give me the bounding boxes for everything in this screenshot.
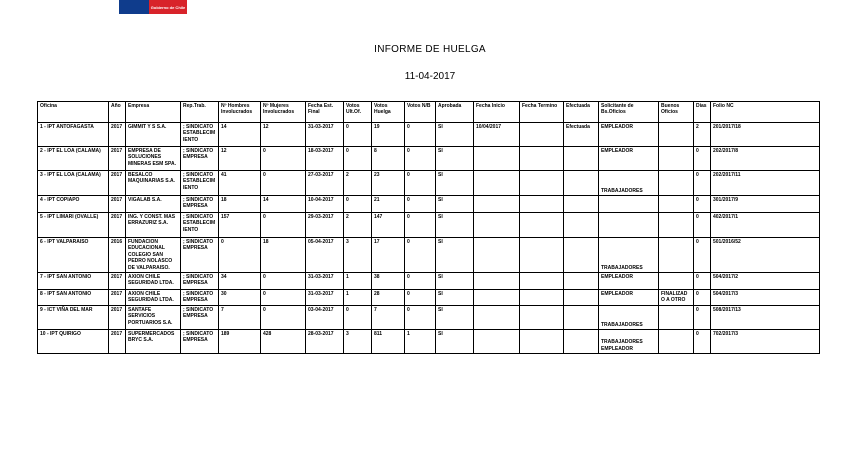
table-cell: 301/2017/9 — [711, 196, 820, 213]
table-cell: 0 — [261, 171, 306, 196]
table-cell: TRABAJADORES — [599, 171, 659, 196]
table-cell: 18 — [219, 196, 261, 213]
table-cell: VIGALAB S.A. — [126, 196, 181, 213]
table-cell: SI — [436, 213, 474, 238]
table-cell — [564, 238, 599, 273]
table-cell: SI — [436, 306, 474, 330]
table-cell: 0 — [694, 147, 711, 171]
table-cell: 0 — [405, 306, 436, 330]
table-cell: 402/2017/1 — [711, 213, 820, 238]
table-cell: 28 — [372, 290, 405, 306]
table-cell: 1 — [405, 330, 436, 354]
table-cell — [474, 171, 520, 196]
table-cell: 5 - IPT LIMARI (OVALLE) — [38, 213, 109, 238]
table-cell — [474, 238, 520, 273]
table-cell: 2017 — [109, 171, 126, 196]
table-cell — [564, 147, 599, 171]
table-cell: GIMMIT Y S S.A. — [126, 123, 181, 147]
column-header: Rep.Trab. — [181, 102, 219, 123]
table-cell: SUPERMERCADOS BRYC S.A. — [126, 330, 181, 354]
table-cell: 1 — [344, 290, 372, 306]
table-cell: 2 - IPT EL LOA (CALAMA) — [38, 147, 109, 171]
table-row — [38, 171, 820, 196]
column-header: Votos N/B — [405, 102, 436, 123]
table-cell: SI — [436, 171, 474, 196]
table-cell: 28-03-2017 — [306, 330, 344, 354]
table-cell — [564, 290, 599, 306]
table-cell — [659, 213, 694, 238]
table-cell: 3 — [344, 330, 372, 354]
table-body — [38, 123, 820, 354]
table-cell: SI — [436, 147, 474, 171]
table-cell: EMPLEADOR — [599, 290, 659, 306]
table-cell: 10/04/2017 — [474, 123, 520, 147]
table-header-row — [38, 102, 820, 123]
table-cell — [659, 171, 694, 196]
table-cell — [564, 330, 599, 354]
table-cell: 14 — [219, 123, 261, 147]
table-cell: SANTAFE SERVICIOS PORTUARIOS S.A. — [126, 306, 181, 330]
table-cell: 0 — [405, 123, 436, 147]
table-cell — [659, 123, 694, 147]
table-cell: 0 — [261, 273, 306, 290]
table-cell: 18-03-2017 — [306, 147, 344, 171]
table-cell — [564, 273, 599, 290]
report-title: INFORME DE HUELGA — [374, 44, 486, 55]
table-cell: 0 — [344, 123, 372, 147]
table-cell: 27-03-2017 — [306, 171, 344, 196]
table-cell: 8 - IPT SAN ANTONIO — [38, 290, 109, 306]
table-cell: ; SINDICATO EMPRESA — [181, 290, 219, 306]
table-cell — [474, 147, 520, 171]
table-cell: ; SINDICATO EMPRESA — [181, 196, 219, 213]
table-cell: SI — [436, 123, 474, 147]
table-cell: 0 — [261, 213, 306, 238]
table-cell: Efectuada — [564, 123, 599, 147]
table-cell: 31-03-2017 — [306, 273, 344, 290]
table-cell: 811 — [372, 330, 405, 354]
table-cell: 0 — [405, 290, 436, 306]
table-cell — [520, 196, 564, 213]
table-cell: 30 — [219, 290, 261, 306]
table-cell: EMPLEADOR — [599, 273, 659, 290]
table-cell: 2017 — [109, 123, 126, 147]
table-cell: 2017 — [109, 330, 126, 354]
table-cell — [520, 147, 564, 171]
table-row — [38, 238, 820, 273]
table-cell: 0 — [694, 213, 711, 238]
table-cell: AXION CHILE SEGURIDAD LTDA. — [126, 290, 181, 306]
government-logo — [119, 0, 187, 14]
table-cell: 1 — [344, 273, 372, 290]
table-cell: 41 — [219, 171, 261, 196]
table-cell: 702/2017/3 — [711, 330, 820, 354]
column-header: Año — [109, 102, 126, 123]
table-cell: 12 — [261, 123, 306, 147]
table-cell: 23 — [372, 171, 405, 196]
table-cell: 0 — [405, 171, 436, 196]
table-cell: 05-04-2017 — [306, 238, 344, 273]
table-cell — [520, 330, 564, 354]
column-header: Aprobada — [436, 102, 474, 123]
table-cell — [520, 290, 564, 306]
table-cell — [520, 123, 564, 147]
table-cell: 202/2017/11 — [711, 171, 820, 196]
column-header: Nº Hombres Involucrados — [219, 102, 261, 123]
table-cell: 2 — [694, 123, 711, 147]
table-cell: 2017 — [109, 290, 126, 306]
table-cell: 10 - IPT QUIRIGO — [38, 330, 109, 354]
table-cell: 501/2016/52 — [711, 238, 820, 273]
table-cell: 29-03-2017 — [306, 213, 344, 238]
table-cell: 0 — [261, 147, 306, 171]
table-cell: 0 — [344, 196, 372, 213]
table-cell: 157 — [219, 213, 261, 238]
table-cell — [474, 196, 520, 213]
table-cell — [520, 273, 564, 290]
table-cell: 9 - ICT VIÑA DEL MAR — [38, 306, 109, 330]
table-cell: 3 - IPT EL LOA (CALAMA) — [38, 171, 109, 196]
table-cell — [564, 213, 599, 238]
table-cell: 1 - IPT ANTOFAGASTA — [38, 123, 109, 147]
table-cell: 6 - IPT VALPARAISO — [38, 238, 109, 273]
table-cell: ; SINDICATO EMPRESA — [181, 147, 219, 171]
table-cell — [659, 273, 694, 290]
table-cell: TRABAJADORES — [599, 238, 659, 273]
table-cell: FINALIZADO A OTRO — [659, 290, 694, 306]
table-cell: 0 — [261, 290, 306, 306]
table-cell: SI — [436, 330, 474, 354]
table-cell: 0 — [694, 171, 711, 196]
table-cell: FUNDACION EDUCACIONAL COLEGIO SAN PEDRO NOLASCO DE VALPARAISO. — [126, 238, 181, 273]
table-cell: 0 — [219, 238, 261, 273]
table-cell — [659, 238, 694, 273]
table-cell: 38 — [372, 273, 405, 290]
table-cell — [659, 147, 694, 171]
table-cell: 0 — [694, 306, 711, 330]
column-header: Nº Mujeres Involucrados — [261, 102, 306, 123]
table-cell: ; SINDICATO ESTABLECIMIENTO — [181, 213, 219, 238]
table-cell: SI — [436, 238, 474, 273]
table-row — [38, 196, 820, 213]
table-cell: 18 — [261, 238, 306, 273]
table-cell: EMPLEADOR — [599, 147, 659, 171]
table-cell: 0 — [694, 238, 711, 273]
table-row — [38, 213, 820, 238]
column-header: Fecha Termino — [520, 102, 564, 123]
table-cell: 189 — [219, 330, 261, 354]
table-cell: 2017 — [109, 147, 126, 171]
table-cell — [520, 306, 564, 330]
table-cell — [564, 171, 599, 196]
column-header: Solicitante de Bs.Oficios — [599, 102, 659, 123]
table-cell: 201/2017/18 — [711, 123, 820, 147]
table-cell — [659, 306, 694, 330]
table-cell: 0 — [694, 196, 711, 213]
table-cell — [474, 306, 520, 330]
table-cell: 31-03-2017 — [306, 290, 344, 306]
table-row — [38, 290, 820, 306]
table-cell: EMPRESA DE SOLUCIONES MINERAS ESM SPA. — [126, 147, 181, 171]
logo-text: Gobierno de Chile — [150, 5, 186, 10]
table-cell: 2017 — [109, 196, 126, 213]
table-cell: 202/2017/8 — [711, 147, 820, 171]
strike-report-table — [37, 101, 820, 354]
table-cell: 17 — [372, 238, 405, 273]
table-cell — [474, 330, 520, 354]
table-cell: 0 — [405, 238, 436, 273]
table-cell: 0 — [261, 306, 306, 330]
table-cell: TRABAJADORES EMPLEADOR — [599, 330, 659, 354]
table-cell — [564, 306, 599, 330]
table-cell: 0 — [405, 273, 436, 290]
table-cell: 2 — [344, 171, 372, 196]
column-header: Oficina — [38, 102, 109, 123]
table-cell: 0 — [405, 196, 436, 213]
table-cell: ; SINDICATO EMPRESA — [181, 306, 219, 330]
table-cell: 19 — [372, 123, 405, 147]
table-cell — [474, 290, 520, 306]
table-cell: SI — [436, 273, 474, 290]
table-cell: 14 — [261, 196, 306, 213]
table-cell: 0 — [694, 330, 711, 354]
table-cell: 4 - IPT COPIAPO — [38, 196, 109, 213]
table-row — [38, 147, 820, 171]
table-cell: 508/2017/13 — [711, 306, 820, 330]
table-cell: 31-03-2017 — [306, 123, 344, 147]
table-cell: BESALCO MAQUINARIAS S.A. — [126, 171, 181, 196]
table-cell: 0 — [694, 290, 711, 306]
column-header: Fecha Est. Final — [306, 102, 344, 123]
table-cell: 03-04-2017 — [306, 306, 344, 330]
logo-blue-block — [119, 0, 149, 14]
table-cell — [564, 196, 599, 213]
table-cell — [599, 196, 659, 213]
table-cell: ; SINDICATO EMPRESA — [181, 330, 219, 354]
table-cell: ; SINDICATO EMPRESA — [181, 273, 219, 290]
table-cell: 0 — [405, 147, 436, 171]
table-cell: 2016 — [109, 238, 126, 273]
table-cell — [520, 238, 564, 273]
column-header: Empresa — [126, 102, 181, 123]
table-cell: AXION CHILE SEGURIDAD LTDA. — [126, 273, 181, 290]
table-cell: 7 — [372, 306, 405, 330]
column-header: Votos Huelga — [372, 102, 405, 123]
table-cell: SI — [436, 290, 474, 306]
table-cell — [520, 171, 564, 196]
table-cell: ; SINDICATO EMPRESA — [181, 238, 219, 273]
table-cell: 7 — [219, 306, 261, 330]
table-cell: 34 — [219, 273, 261, 290]
table-cell — [659, 330, 694, 354]
table-cell: 12 — [219, 147, 261, 171]
table-row — [38, 306, 820, 330]
table-cell: ; SINDICATO ESTABLECIMIENTO — [181, 171, 219, 196]
table-cell: 7 - IPT SAN ANTONIO — [38, 273, 109, 290]
column-header: Folio NC — [711, 102, 820, 123]
table-cell: ING. Y CONST. MAS ERRAZURIZ S.A. — [126, 213, 181, 238]
table-cell: 504/2017/2 — [711, 273, 820, 290]
table-cell: 0 — [405, 213, 436, 238]
table-cell: 21 — [372, 196, 405, 213]
table-cell — [520, 213, 564, 238]
column-header: Efectuada — [564, 102, 599, 123]
column-header: Buenos Oficios — [659, 102, 694, 123]
table-cell: 3 — [344, 238, 372, 273]
table-cell: 2017 — [109, 273, 126, 290]
table-cell: 10-04-2017 — [306, 196, 344, 213]
table-cell: 2017 — [109, 306, 126, 330]
table-row — [38, 123, 820, 147]
table-row — [38, 273, 820, 290]
table-cell: 147 — [372, 213, 405, 238]
table-cell: 0 — [344, 147, 372, 171]
column-header: Dias — [694, 102, 711, 123]
table-cell: EMPLEADOR — [599, 123, 659, 147]
table-cell: 8 — [372, 147, 405, 171]
table-cell — [474, 213, 520, 238]
column-header: Fecha Inicio — [474, 102, 520, 123]
column-header: Votos Ult.Of. — [344, 102, 372, 123]
table-cell: TRABAJADORES — [599, 306, 659, 330]
table-cell: SI — [436, 196, 474, 213]
table-cell: 428 — [261, 330, 306, 354]
table-cell — [659, 196, 694, 213]
table-row — [38, 330, 820, 354]
table-cell: ; SINDICATO ESTABLECIMIENTO — [181, 123, 219, 147]
report-date: 11-04-2017 — [404, 71, 456, 82]
table-cell — [474, 273, 520, 290]
table-cell: 2 — [344, 213, 372, 238]
table-cell — [599, 213, 659, 238]
table-cell: 2017 — [109, 213, 126, 238]
table-cell: 0 — [694, 273, 711, 290]
table-cell: 504/2017/3 — [711, 290, 820, 306]
table-cell: 0 — [344, 306, 372, 330]
